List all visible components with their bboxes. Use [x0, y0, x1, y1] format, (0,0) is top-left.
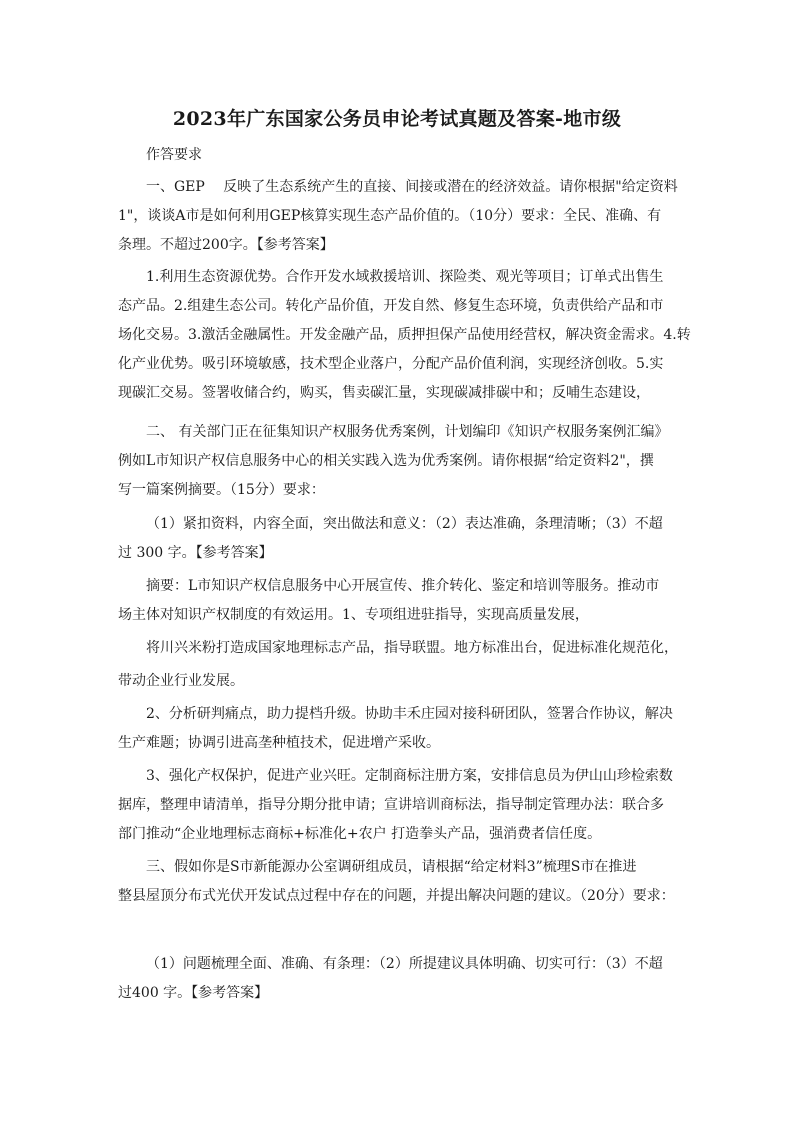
a2-line-8: 据库，整理申请清单，指导分期分批申请；宣讲培训商标法，指导制定管理办法：联合多: [118, 797, 664, 813]
q1-line-3: 条理。不超过200字。【参考答案】: [118, 237, 334, 253]
q2-line-4: （1）紧扣资料，内容全面，突出做法和意义：（2）表达准确，条理清晰；（3）不超: [146, 516, 663, 532]
q2-line-5: 过 300 字。【参考答案】: [118, 545, 273, 561]
q3-line-2: 整县屋顶分布式光伏开发试点过程中存在的问题，并提出解决问题的建议。（20分）要求：: [118, 888, 675, 904]
q1-line-2: 1"，谈谈A市是如何利用GEP核算实现生态产品价值的。（10分）要求：全民、准确、有: [118, 208, 662, 224]
a2-line-2: 场主体对知识产权制度的有效运用。1、专项组进驻指导，实现高质量发展，: [118, 607, 589, 623]
a2-line-7: 3、强化产权保护，促进产业兴旺。定制商标注册方案，安排信息员为伊山山珍检索数: [146, 768, 673, 784]
q2-line-2: 例如L市知识产权信息服务中心的相关实践入选为优秀案例。请你根据“给定资料2"，撰: [118, 453, 654, 469]
q1-line-1: 一、GEP 反映了生态系统产生的直接、间接或潜在的经济效益。请你根据"给定资料: [146, 179, 678, 195]
a2-line-6: 生产难题；协调引进高垄种植技术，促进增产采收。: [118, 735, 440, 751]
q3-line-3: （1）问题梳理全面、准确、有条理：（2）所提建议具体明确、切实可行：（3）不超: [146, 956, 663, 972]
q2-line-3: 写一篇案例摘要。（15分）要求：: [118, 482, 325, 498]
q3-line-1: 三、假如你是S市新能源办公室调研组成员，请根据“给定材料3”梳理S市在推进: [146, 859, 637, 875]
a2-line-5: 2、分析研判痛点，助力提档升级。协助丰禾庄园对接科研团队，签署合作协议，解决: [146, 706, 673, 722]
a2-line-1: 摘要：L市知识产权信息服务中心开展宣传、推介转化、鉴定和培训等服务。推动市: [146, 578, 660, 594]
a1-line-1: 1.利用生态资源优势。合作开发水域救援培训、探险类、观光等项目；订单式出售生: [146, 269, 664, 285]
a1-line-4: 化产业优势。吸引环境敏感，技术型企业落户，分配产品价值利润，实现经济创收。5.实: [118, 356, 664, 372]
a1-line-5: 现碳汇交易。签署收储合约，购买，售卖碳汇量，实现碳减排碳中和；反哺生态建设，: [118, 385, 650, 401]
section-heading: 作答要求: [146, 147, 202, 163]
a2-line-9: 部门推动“企业地理标志商标+标准化+农户 打造拳头产品，强消费者信任度。: [118, 826, 602, 842]
a1-line-2: 态产品。2.组建生态公司。转化产品价值，开发自然、修复生态环境，负责供给产品和市: [118, 298, 664, 314]
q3-line-4: 过400 字。【参考答案】: [118, 985, 269, 1001]
document-title: 2023年广东国家公务员申论考试真题及答案-地市级: [172, 108, 622, 130]
a2-line-3: 将川兴米粉打造成国家地理标志产品，指导联盟。地方标准出台，促进标准化规范化，: [146, 640, 678, 656]
a2-line-4: 带动企业行业发展。: [118, 673, 244, 689]
q2-line-1: 二、 有关部门正在征集知识产权服务优秀案例，计划编印《知识产权服务案例汇编》: [146, 424, 669, 440]
a1-line-3: 场化交易。3.激活金融属性。开发金融产品，质押担保产品使用经营权，解决资金需求。4.转: [118, 327, 691, 343]
